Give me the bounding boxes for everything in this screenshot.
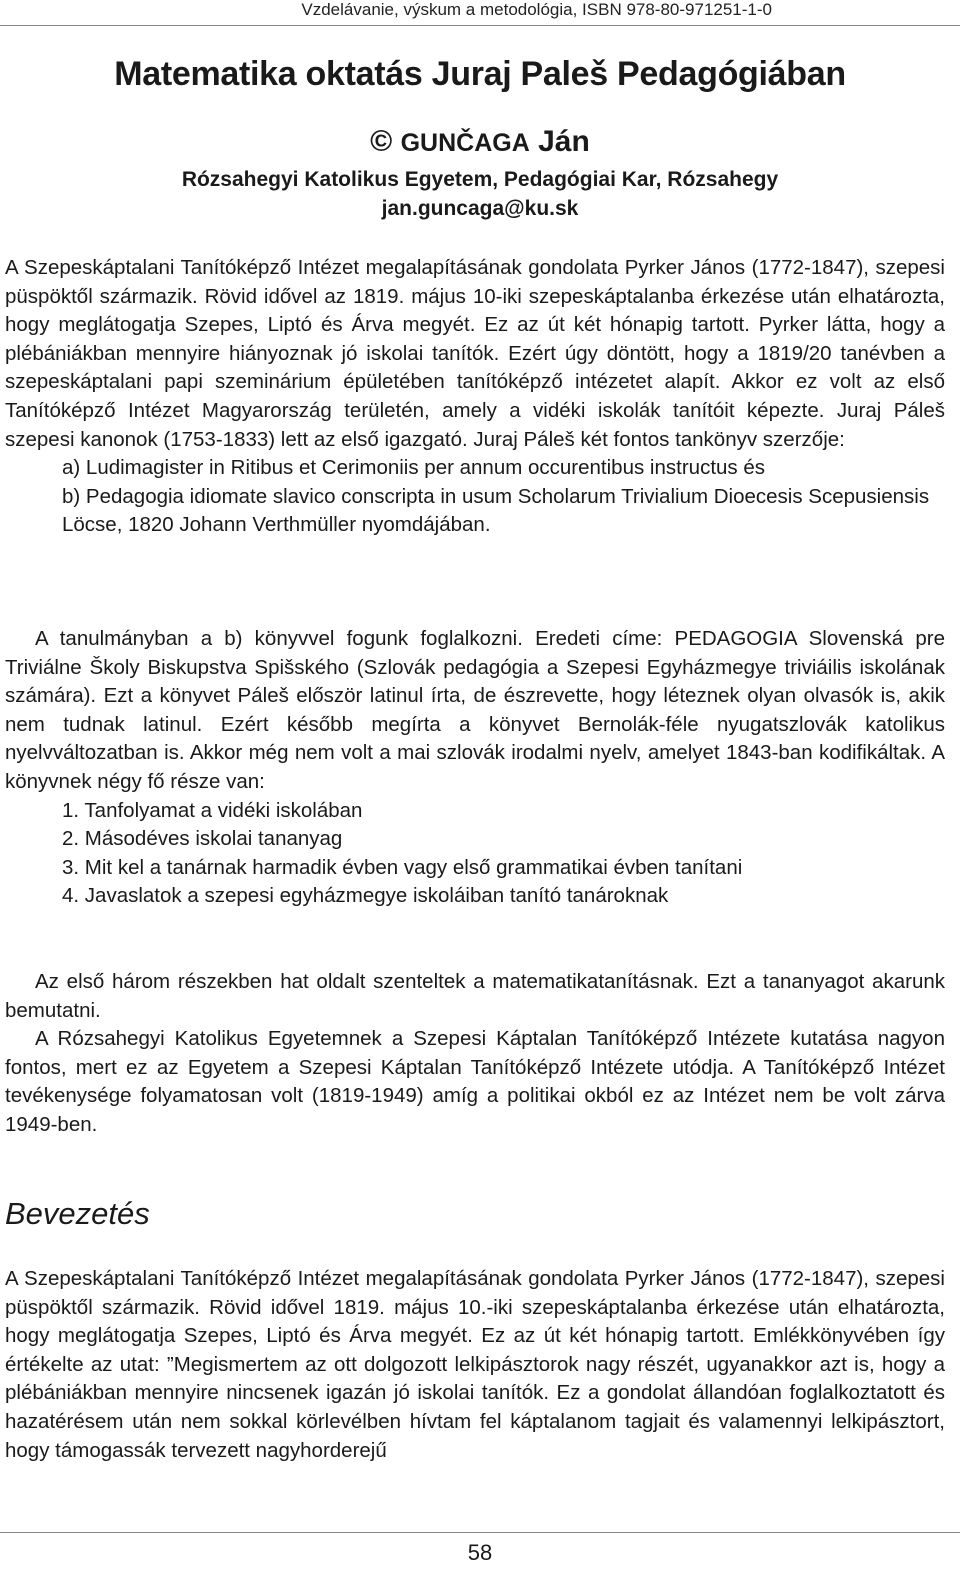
author-affiliation: Rózsahegyi Katolikus Egyetem, Pedagógiai Kar, Rózsahegy <box>181 168 779 191</box>
intro-section <box>5 254 945 540</box>
author-family-name: GUNČAGA <box>400 129 530 157</box>
header-divider <box>0 25 960 26</box>
copyright-symbol: © <box>370 125 393 158</box>
section-heading: Bevezetés <box>5 1196 150 1231</box>
footer-divider <box>0 1532 960 1533</box>
section-body <box>5 1265 945 1465</box>
list-item: 2. Másodéves iskolai tananyag <box>62 827 343 851</box>
running-header-text: Vzdelávanie, výskum a metodológia, ISBN 978-80-971251-1-0 <box>301 0 772 19</box>
book-item-b: b) Pedagogia idiomate slavico conscripta in usum Scholarum Trivialium Dioecesis Scepusiensis Löcse, 1820 Johann Verthmüller nyomdájában. <box>62 484 930 537</box>
author-email-link[interactable]: jan.guncaga@ku.sk <box>381 197 579 220</box>
running-header <box>0 0 960 24</box>
intro-section-3 <box>5 968 945 1140</box>
author-given-name: Ján <box>538 125 590 158</box>
section-paragraph-1: A Szepeskáptalani Tanítóképző Intézet megalapításának gondolata Pyrker János (1772-1847), szepesi püspöktől származik. Rövid idővel 1819. május 10.-iki szepeskáptalanba érkezése után elhatározta, hogy meglátogatja Szepes, Liptó és Árva megyét. Ez az út két hónapig tartott. Emlékkönyvében így értékelte az utat: ”Megismertem az ott dolgozott lelkipásztorok nagy részét, ugyanakkor azt is, hogy a plébániákban mennyire nincsenek igazán jó iskolai tanítók. Ez a gondolat állandóan foglalkoztatott és hazatérésem után nem sokkal körlevélben hívtam fel káptalanom tagjait és valamennyi lelkipásztort, hogy támogassák tervezett nagyhorderejű <box>5 1267 945 1462</box>
intro-paragraph-2: A tanulmányban a b) könyvvel fogunk foglalkozni. Eredeti címe: PEDAGOGIA Slovenská pre Triviálne Školy Biskupstva Spišského (Szlovák pedagógia a Szepesi Egyházmegye triviáilis iskolának számára). Ezt a könyvet Páleš először latinul írta, de észrevette, hogy léteznek olyan olvasók is, akik nem tudnak latinul. Ezért később megírta a könyvet Bernolák-féle nyugatszlovák katolikus nyelvváltozatban is. Akkor még nem volt a mai szlovák irodalmi nyelv, amelyet 1843-ban kodifikáltak. A könyvnek négy fő része van: <box>5 627 945 793</box>
list-item: 1. Tanfolyamat a vidéki iskolában <box>62 798 363 822</box>
intro-section-2 <box>5 625 945 911</box>
page-number: 58 <box>467 1540 493 1565</box>
author-line <box>0 125 960 159</box>
list-item: 3. Mit kel a tanárnak harmadik évben vagy első grammatikai évben tanítani <box>62 855 743 879</box>
intro-paragraph-4: A Rózsahegyi Katolikus Egyetemnek a Szepesi Káptalan Tanítóképző Intézete kutatása nagyon fontos, mert ez az Egyetem a Szepesi Káptalan Tanítóképző Intézete utódja. A Tanítóképző Intézet tevékenysége folyamatosan volt (1819-1949) amíg a politikai okból ez az Intézet nem be volt zárva 1949-ben. <box>5 1027 945 1136</box>
list-item: 4. Javaslatok a szepesi egyházmegye iskoláiban tanító tanároknak <box>62 884 669 908</box>
book-item-a: a) Ludimagister in Ritibus et Cerimoniis per annum occurentibus instructus és <box>62 456 766 480</box>
paper-title: Matematika oktatás Juraj Paleš Pedagógiában <box>114 55 846 93</box>
intro-paragraph-1: A Szepeskáptalani Tanítóképző Intézet megalapításának gondolata Pyrker János (1772-1847), szepesi püspöktől származik. Rövid idővel az 1819. május 10-iki szepeskáptalanba érkezése után elhatározta, hogy meglátogatja Szepes, Liptó és Árva megyét. Ez az út két hónapig tartott. Pyrker látta, hogy a plébániákban mennyire hiányoznak jó iskolai tanítók. Ezért úgy döntött, hogy a 1819/20 tanévben a szepeskáptalani papi szeminárium épületében tanítóképző intézetet alapít. Akkor ez volt az első Tanítóképző Intézet Magyarország területén, amely a vidéki iskolák tanítóit képezte. Juraj Páleš szepesi kanonok (1753-1833) lett az első igazgató. Juraj Páleš két fontos tankönyv szerzője: <box>5 256 945 451</box>
intro-paragraph-3: Az első három részekben hat oldalt szenteltek a matematikatanításnak. Ezt a tananyagot akarunk bemutatni. <box>5 970 945 1022</box>
